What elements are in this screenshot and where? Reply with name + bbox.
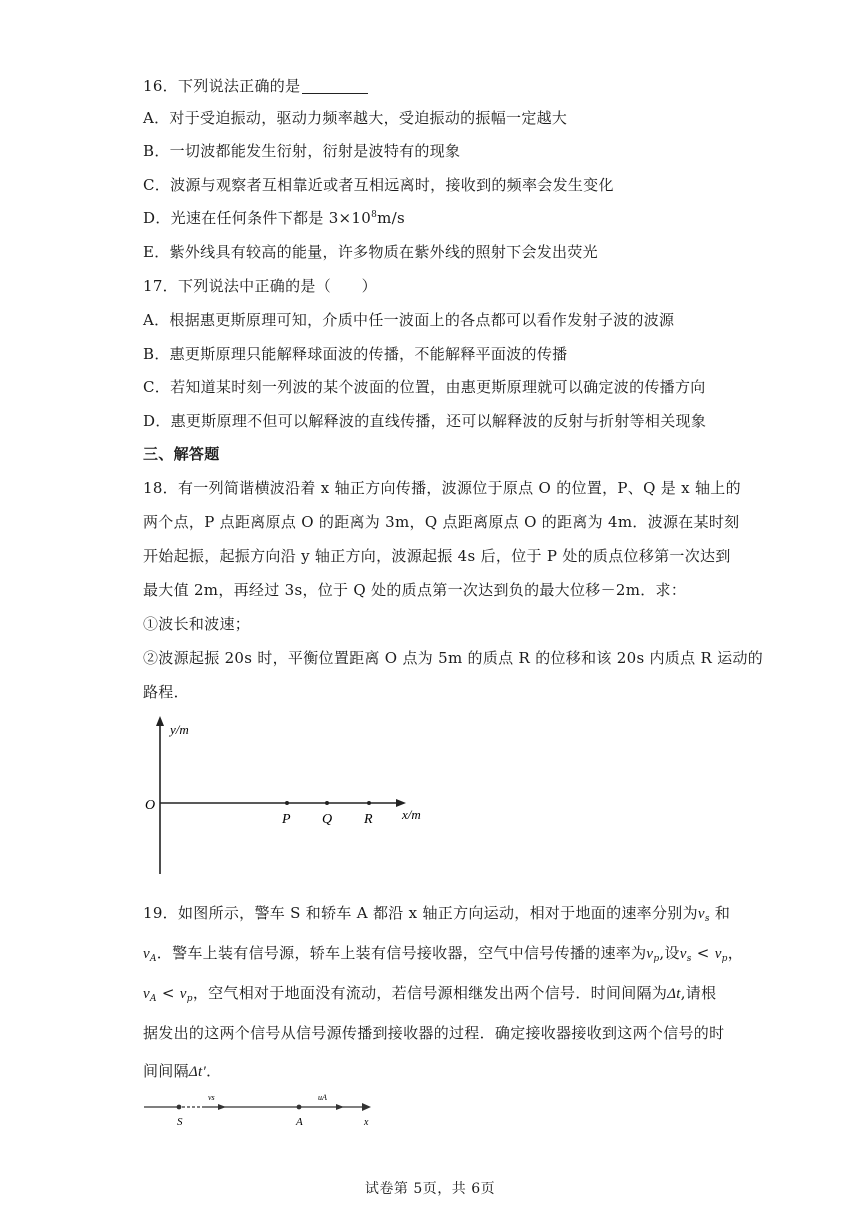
- q17-option-d: D．惠更斯原理不但可以解释波的直线传播，还可以解释波的反射与折射等相关现象: [143, 412, 707, 430]
- y-axis-label: y/m: [170, 722, 189, 737]
- y-axis-arrow-icon: [156, 716, 164, 726]
- q18-line-6: ②波源起振 20s 时，平衡位置距离 O 点为 5m 的质点 R 的位移和该 20s 内质点 R 运动的: [143, 649, 764, 667]
- x-label: x: [364, 1117, 369, 1128]
- point-p-label: P: [282, 812, 291, 827]
- police-car-s: [177, 1105, 182, 1110]
- answer-blank[interactable]: [302, 78, 368, 94]
- vs-label: vs: [208, 1093, 215, 1102]
- q17-option-b: B．惠更斯原理只能解释球面波的传播，不能解释平面波的传播: [143, 345, 568, 363]
- q18-line-3: 开始起振，起振方向沿 y 轴正方向，波源起振 4s 后，位于 P 处的质点位移第一次达到: [143, 547, 731, 565]
- point-r: [367, 801, 371, 805]
- point-p: [285, 801, 289, 805]
- q16-option-d: D．光速在任何条件下都是 $3\times 10^8m/s$: [143, 209, 406, 227]
- q16-stem: 16．下列说法正确的是: [143, 76, 368, 96]
- q18-line-4: 最大值 2m，再经过 3s，位于 Q 处的质点第一次达到负的最大位移－2m．求：: [143, 581, 687, 599]
- q19-car-figure: [142, 1090, 382, 1138]
- q19-line-1: 19．如图所示，警车 S 和轿车 A 都沿 x 轴正方向运动，相对于地面的速率分别为$v_s$ 和: [143, 904, 731, 924]
- q17-stem: 17．下列说法中正确的是（ ）: [143, 277, 377, 295]
- va-label: uA: [318, 1093, 327, 1102]
- x-axis-arrow-icon: [362, 1103, 371, 1111]
- q19-line-4: 据发出的这两个信号从信号源传播到接收器的过程．确定接收器接收到这两个信号的时: [143, 1024, 725, 1042]
- q18-line-1: 18．有一列简谐横波沿着 x 轴正方向传播，波源位于原点 O 的位置，P、Q 是 x 轴上的: [143, 479, 741, 497]
- q18-wave-figure: [140, 714, 430, 879]
- q16-option-e: E．紫外线具有较高的能量，许多物质在紫外线的照射下会发出荧光: [143, 243, 598, 261]
- va-arrow-icon: [336, 1104, 344, 1110]
- a-label: A: [296, 1116, 303, 1128]
- q18-line-7: 路程．: [143, 683, 189, 701]
- s-label: S: [177, 1116, 183, 1128]
- vs-arrow-icon: [218, 1104, 226, 1110]
- q16-option-b: B．一切波都能发生衍射，衍射是波特有的现象: [143, 142, 461, 160]
- q16-option-a: A．对于受迫振动，驱动力频率越大，受迫振动的振幅一定越大: [143, 109, 568, 127]
- point-r-label: R: [364, 812, 373, 827]
- q18-line-5: ①波长和波速；: [143, 615, 251, 633]
- point-q-label: Q: [322, 812, 333, 827]
- car-a: [297, 1105, 302, 1110]
- section-heading: 三、解答题: [143, 445, 220, 463]
- q16-option-c: C．波源与观察者互相靠近或者互相远离时，接收到的频率会发生变化: [143, 176, 614, 194]
- point-q: [325, 801, 329, 805]
- q19-line-2: $v_A$．警车上装有信号源，轿车上装有信号接收器，空气中信号传播的速率为$v_p$,设$v_s < v_p$，: [143, 944, 744, 964]
- x-axis-arrow-icon: [396, 799, 406, 807]
- origin-label: O: [145, 798, 156, 813]
- q19-line-3: $v_A < v_p$，空气相对于地面没有流动，若信号源相继发出两个信号．时间间隔为Δt,请根: [143, 984, 717, 1004]
- q17-option-c: C．若知道某时刻一列波的某个波面的位置，由惠更斯原理就可以确定波的传播方向: [143, 378, 706, 396]
- x-axis-label: x/m: [402, 807, 421, 822]
- q19-line-5: 间间隔Δt′．: [143, 1062, 222, 1080]
- page-footer: 试卷第 5页，共 6页: [364, 1181, 496, 1197]
- q18-line-2: 两个点，P 点距离原点 O 的距离为 3m，Q 点距离原点 O 的距离为 4m．波源在某时刻: [143, 513, 740, 531]
- q17-option-a: A．根据惠更斯原理可知，介质中任一波面上的各点都可以看作发射子波的波源: [143, 311, 675, 329]
